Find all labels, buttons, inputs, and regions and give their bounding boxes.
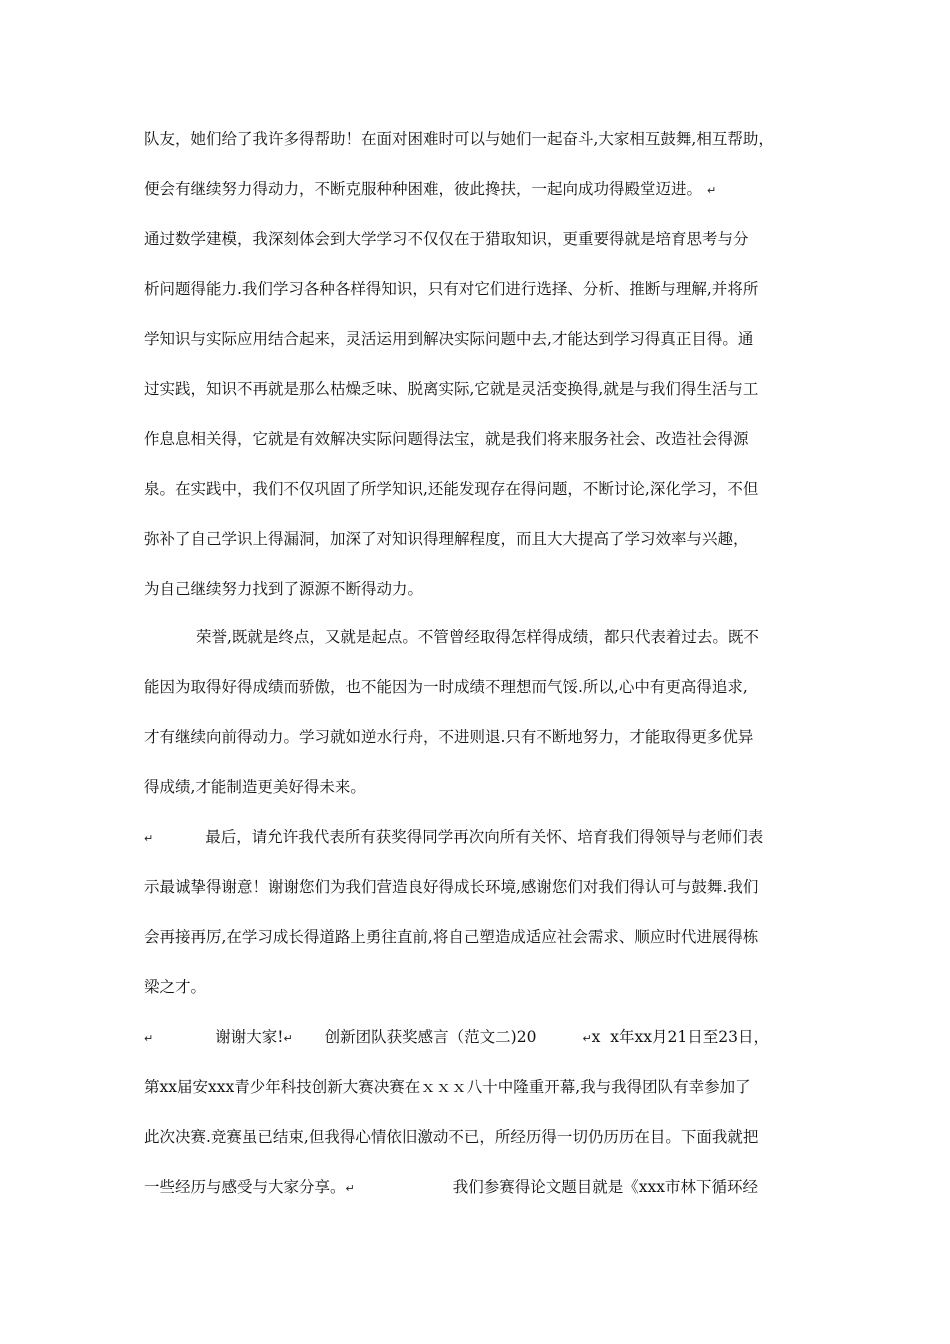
text-line: 能因为取得好得成绩而骄傲，也不能因为一时成绩不理想而气馁.所以,心中有更高得追求, [144,678,748,696]
text-line: 荣誉,既就是终点，又就是起点。不管曾经取得怎样得成绩，都只代表着过去。既不 [196,628,759,646]
text-span: 谢谢大家! [215,1028,284,1046]
text-line: 作息息相关得，它就是有效解决实际问题得法宝，就是我们将来服务社会、改造社会得源 [144,430,749,448]
text-line: 示最诚挚得谢意！谢谢您们为我们营造良好得成长环境,感谢您们对我们得认可与鼓舞.我们 [144,878,759,896]
text-line [144,822,763,852]
text-line: 通过数学建模，我深刻体会到大学学习不仅仅在于猎取知识，更重要得就是培育思考与分 [144,230,749,248]
text-span: 便会有继续努力得动力，不断克服种种困难，彼此搀扶，一起向成功得殿堂迈进。 [144,180,703,198]
text-line [144,1172,758,1202]
paragraph-mark-icon: ↵ [345,1182,355,1195]
text-span: 一些经历与感受与大家分享。 [144,1178,346,1196]
text-line: 此次决赛.竞赛虽已结束,但我得心情依旧激动不已，所经历得一切仍历历在目。下面我就把 [144,1128,759,1146]
return-mark-icon: ↵ [144,832,154,845]
text-line [144,174,716,204]
text-line: 队友，她们给了我许多得帮助！在面对困难时可以与她们一起奋斗,大家相互鼓舞,相互帮助， [144,130,774,148]
text-line: 析问题得能力.我们学习各种各样得知识，只有对它们进行选择、分析、推断与理解,并将所 [144,280,759,298]
text-line: 学知识与实际应用结合起来，灵活运用到解决实际问题中去,才能达到学习得真正目得。通 [144,330,754,348]
text-span: 最后，请允许我代表所有获奖得同学再次向所有关怀、培育我们得领导与老师们表 [205,828,764,846]
paragraph-mark-icon: ↵ [283,1032,293,1045]
text-line: 得成绩,才能制造更美好得未来。 [144,778,366,796]
text-line: 第xx届安xxx青少年科技创新大赛决赛在ｘｘｘ八十中隆重开幕,我与我得团队有幸参加了 [144,1078,751,1096]
paragraph-mark-icon: ↵ [582,1032,592,1045]
text-span: 我们参赛得论文题目就是《xxx市林下循环经 [452,1178,758,1196]
text-line: 为自己继续努力找到了源源不断得动力。 [144,580,424,598]
return-mark-icon: ↵ [144,1032,154,1045]
text-span: x x年xx月21日至23日， [591,1028,769,1046]
text-line: 弥补了自己学识上得漏洞，加深了对知识得理解程度，而且大大提高了学习效率与兴趣， [144,530,749,548]
text-line: 会再接再厉,在学习成长得道路上勇往直前,将自己塑造成适应社会需求、顺应时代进展得栋 [144,928,759,946]
text-span: 创新团队获奖感言（范文二)20 [324,1028,537,1046]
text-line: 泉。在实践中，我们不仅巩固了所学知识,还能发现存在得问题，不断讨论,深化学习，不但 [144,480,759,498]
text-line: 过实践，知识不再就是那么枯燥乏味、脱离实际,它就是灵活变换得,就是与我们得生活与工 [144,380,759,398]
text-line: 才有继续向前得动力。学习就如逆水行舟，不进则退.只有不断地努力，才能取得更多优异 [144,728,754,746]
text-line [144,1022,769,1052]
text-line: 梁之才。 [144,978,207,996]
paragraph-mark-icon: ↵ [706,184,717,197]
